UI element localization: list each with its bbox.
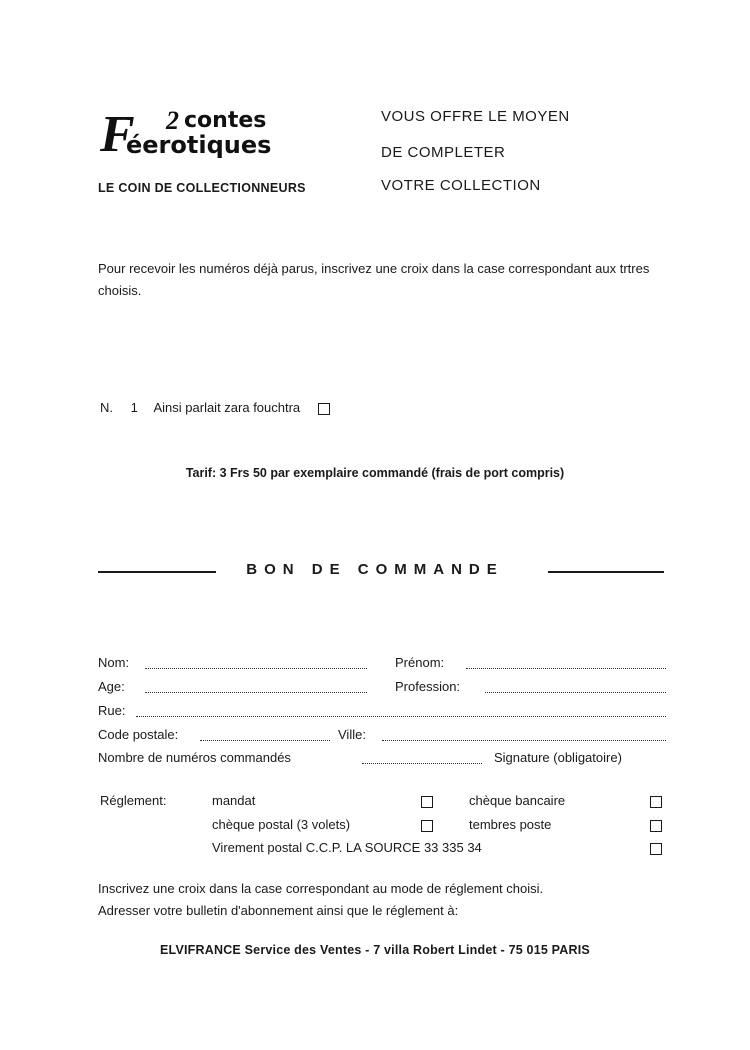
payment-cheque-postal-label: chèque postal (3 volets) [212,817,351,832]
nom-field[interactable] [145,668,367,669]
ville-field[interactable] [382,740,666,741]
payment-mandat-checkbox[interactable] [421,796,433,808]
nombre-label: Nombre de numéros commandés [98,750,291,765]
payment-timbres-checkbox[interactable] [650,820,662,832]
ville-label: Ville: [338,727,366,742]
issue-title: Ainsi parlait zara fouchtra [153,400,301,415]
signature-label: Signature (obligatoire) [494,750,622,765]
instruction-line-2: Adresser votre bulletin d'abonnement ainsi que le réglement à: [98,903,459,918]
nom-label: Nom: [98,655,130,670]
rue-label: Rue: [98,703,126,718]
mailing-address: ELVIFRANCE Service des Ventes - 7 villa Robert Lindet - 75 015 PARIS [160,943,590,957]
code-postal-field[interactable] [200,740,330,741]
payment-label: Réglement: [100,793,167,808]
offer-line-3: VOTRE COLLECTION [381,177,541,194]
order-form-title: BON DE COMMANDE [246,561,504,578]
payment-virement-label: Virement postal C.C.P. LA SOURCE 33 335 34 [212,840,482,855]
title-rule-right [548,571,664,573]
age-field[interactable] [145,692,367,693]
payment-timbres-label: tembres poste [469,817,552,832]
issue-checkbox[interactable] [318,403,330,415]
offer-line-1: VOUS OFFRE LE MOYEN [381,108,570,125]
nombre-field[interactable] [362,763,482,764]
logo-line-1: contes [184,108,267,133]
logo-line-2: éerotiques [126,131,272,159]
logo-number: 2 [166,106,179,135]
tariff-text: Tarif: 3 Frs 50 par exemplaire commandé (frais de port compris) [185,466,565,480]
issue-item [100,400,330,415]
prenom-label: Prénom: [395,655,445,670]
payment-virement-checkbox[interactable] [650,843,662,855]
instructions [98,878,670,922]
payment-cheque-bancaire-label: chèque bancaire [469,793,566,808]
collector-corner-label: LE COIN DE COLLECTIONNEURS [98,181,306,195]
instruction-line-1: Inscrivez une croix dans la case correspondant au mode de réglement choisi. [98,881,544,896]
intro-text: Pour recevoir les numéros déjà parus, inscrivez une croix dans la case correspondant aux trtres choisis. [98,261,650,298]
payment-cheque-bancaire-checkbox[interactable] [650,796,662,808]
age-label: Age: [98,679,125,694]
profession-field[interactable] [485,692,666,693]
offer-line-2: DE COMPLETER [381,144,506,161]
payment-cheque-postal-checkbox[interactable] [421,820,433,832]
rue-field[interactable] [136,716,666,717]
profession-label: Profession: [395,679,461,694]
logo-initial: F [100,106,135,163]
issue-number-label: N. [100,400,113,415]
issue-number: 1 [130,400,138,415]
payment-mandat-label: mandat [212,793,256,808]
prenom-field[interactable] [466,668,666,669]
code-postal-label: Code postale: [98,727,179,742]
magazine-logo [100,108,320,162]
